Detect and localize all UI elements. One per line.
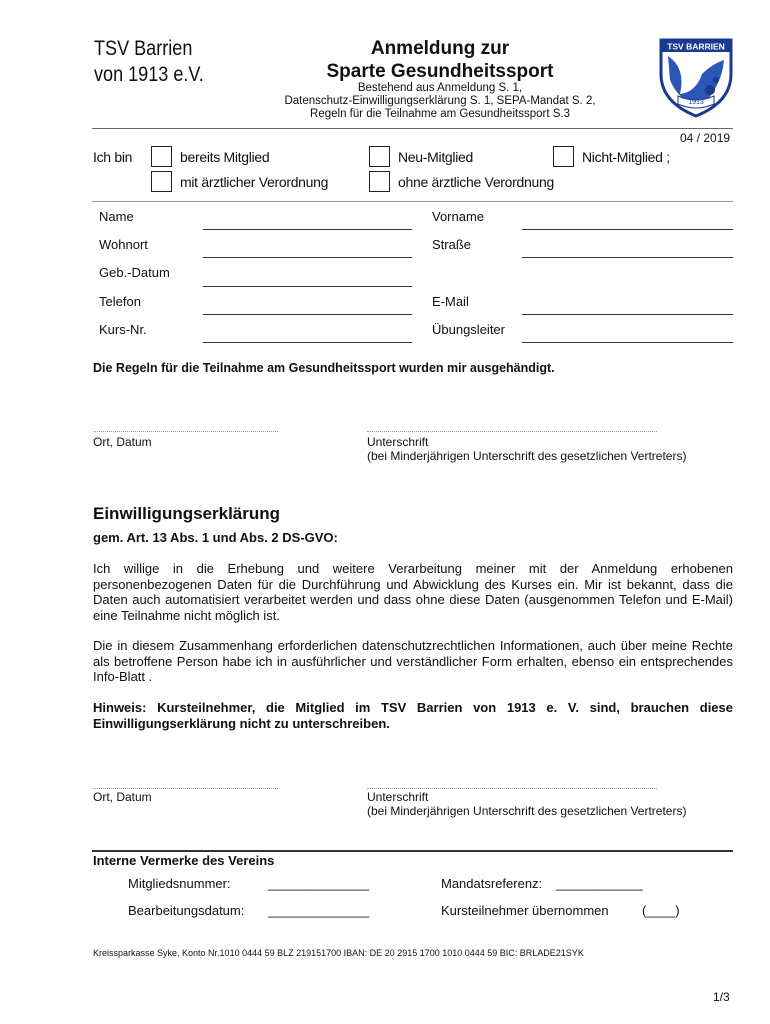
label-uebungsleiter: Übungsleiter: [432, 322, 505, 337]
membership-prefix: Ich bin: [93, 149, 133, 165]
input-geburtsdatum[interactable]: [203, 286, 412, 287]
checkbox-non-member[interactable]: [553, 146, 574, 167]
logo-year: 1913: [688, 99, 704, 106]
subtitle-line2: Datenschutz-Einwilligungserklärung S. 1, SEPA-Mandat S. 2,: [284, 95, 596, 107]
label-minor-note: (bei Minderjährigen Unterschrift des gesetzlichen Vertreters): [367, 449, 687, 463]
page-number: 1/3: [713, 990, 730, 1004]
checkbox-with-prescription[interactable]: [151, 171, 172, 192]
label-telefon: Telefon: [99, 294, 141, 309]
consent-label-minor-note: (bei Minderjährigen Unterschrift des gesetzlichen Vertreters): [367, 804, 687, 818]
label-existing-member: bereits Mitglied: [180, 149, 270, 165]
label-vorname: Vorname: [432, 209, 485, 224]
consent-label-place-date: Ort, Datum: [93, 790, 152, 804]
label-member-number: Mitgliedsnummer:: [128, 876, 231, 891]
label-email: E-Mail: [432, 294, 469, 309]
label-processing-date: Bearbeitungsdatum:: [128, 903, 245, 918]
input-vorname[interactable]: [522, 229, 733, 230]
subtitle-line3: Regeln für die Teilnahme am Gesundheitssport S.3: [310, 108, 570, 120]
consent-heading: Einwilligungserklärung: [93, 504, 281, 523]
label-non-member: Nicht-Mitglied ;: [582, 149, 670, 165]
input-strasse[interactable]: [522, 257, 733, 258]
consent-paragraph-2: Die in diesem Zusammenhang erforderlichen datenschutzrechtlichen Informationen, auch über meine Rechte als betroffene Person habe ich in ausführlicher und verständlicher Form erhalten, ebenso ein entsprechendes Info-Blatt .: [93, 638, 733, 684]
club-name-line2: von 1913 e.V.: [94, 63, 204, 86]
label-with-prescription: mit ärztlicher Verordnung: [180, 174, 329, 190]
input-name[interactable]: [203, 229, 412, 230]
club-name-line1: TSV Barrien: [94, 37, 193, 60]
label-name: Name: [99, 209, 134, 224]
consent-place-date-line[interactable]: [93, 788, 278, 789]
label-place-date: Ort, Datum: [93, 435, 152, 449]
rules-note: Die Regeln für die Teilnahme am Gesundheitssport wurden mir ausgehändigt.: [93, 361, 555, 375]
club-name: [94, 36, 204, 88]
label-strasse: Straße: [432, 237, 472, 252]
bank-details: Kreissparkasse Syke, Konto Nr.1010 0444 59 BLZ 219151700 IBAN: DE 20 2915 1700 1010 0444 59 BIC: BRLADE21SYK: [93, 948, 584, 958]
subtitle-line1: Bestehend aus Anmeldung S. 1,: [357, 82, 523, 94]
checkbox-without-prescription[interactable]: [369, 171, 390, 192]
club-logo: [656, 34, 736, 118]
form-title-line2: Sparte Gesundheitssport: [326, 61, 554, 82]
label-without-prescription: ohne ärztliche Verordnung: [398, 174, 554, 190]
input-uebungsleiter[interactable]: [522, 342, 733, 343]
input-kurs-nr[interactable]: [203, 342, 412, 343]
label-new-member: Neu-Mitglied: [398, 149, 473, 165]
internal-heading: Interne Vermerke des Vereins: [93, 853, 275, 868]
member-number-blank[interactable]: ______________: [268, 876, 370, 891]
checkbox-existing-member[interactable]: [151, 146, 172, 167]
label-participant-transferred: Kursteilnehmer übernommen: [441, 903, 609, 918]
label-mandate-reference: Mandatsreferenz:: [441, 876, 543, 891]
consent-signature-line[interactable]: [367, 788, 657, 789]
consent-label-signature: Unterschrift: [367, 790, 429, 804]
header-divider: [92, 128, 733, 129]
consent-hint: Hinweis: Kursteilnehmer, die Mitglied im TSV Barrien von 1913 e. V. sind, brauchen diese Einwilligungserklärung nicht zu unterschreiben.: [93, 700, 733, 731]
label-wohnort: Wohnort: [99, 237, 148, 252]
processing-date-blank[interactable]: ______________: [268, 903, 370, 918]
signature-line[interactable]: [367, 431, 657, 432]
logo-text: TSV BARRIEN: [667, 41, 725, 52]
input-telefon[interactable]: [203, 314, 412, 315]
internal-divider: [92, 850, 733, 852]
participant-transferred-blank[interactable]: (____): [642, 903, 680, 918]
form-date: 04 / 2019: [680, 131, 731, 145]
input-wohnort[interactable]: [203, 257, 412, 258]
label-kurs-nr: Kurs-Nr.: [99, 322, 147, 337]
fields-top-divider: [92, 201, 733, 202]
label-geburtsdatum: Geb.-Datum: [99, 265, 170, 280]
mandate-reference-blank[interactable]: ____________: [556, 876, 643, 891]
input-email[interactable]: [522, 314, 733, 315]
signature-place-date-line[interactable]: [93, 431, 278, 432]
checkbox-new-member[interactable]: [369, 146, 390, 167]
form-title-line1: Anmeldung zur: [370, 38, 510, 59]
label-signature: Unterschrift: [367, 435, 429, 449]
consent-subheading: gem. Art. 13 Abs. 1 und Abs. 2 DS-GVO:: [93, 530, 338, 545]
consent-paragraph-1: Ich willige in die Erhebung und weitere Verarbeitung meiner mit der Anmeldung erhobenen personenbezogenen Daten für die Durchführung und Abwicklung des Kurses ein. Mir ist bekannt, dass die Daten auch automatisiert verarbeitet werden und dass ohne diese Daten (ausgenommen Telefon und E-Mail) eine Teilnahme nicht möglich ist.: [93, 561, 733, 623]
